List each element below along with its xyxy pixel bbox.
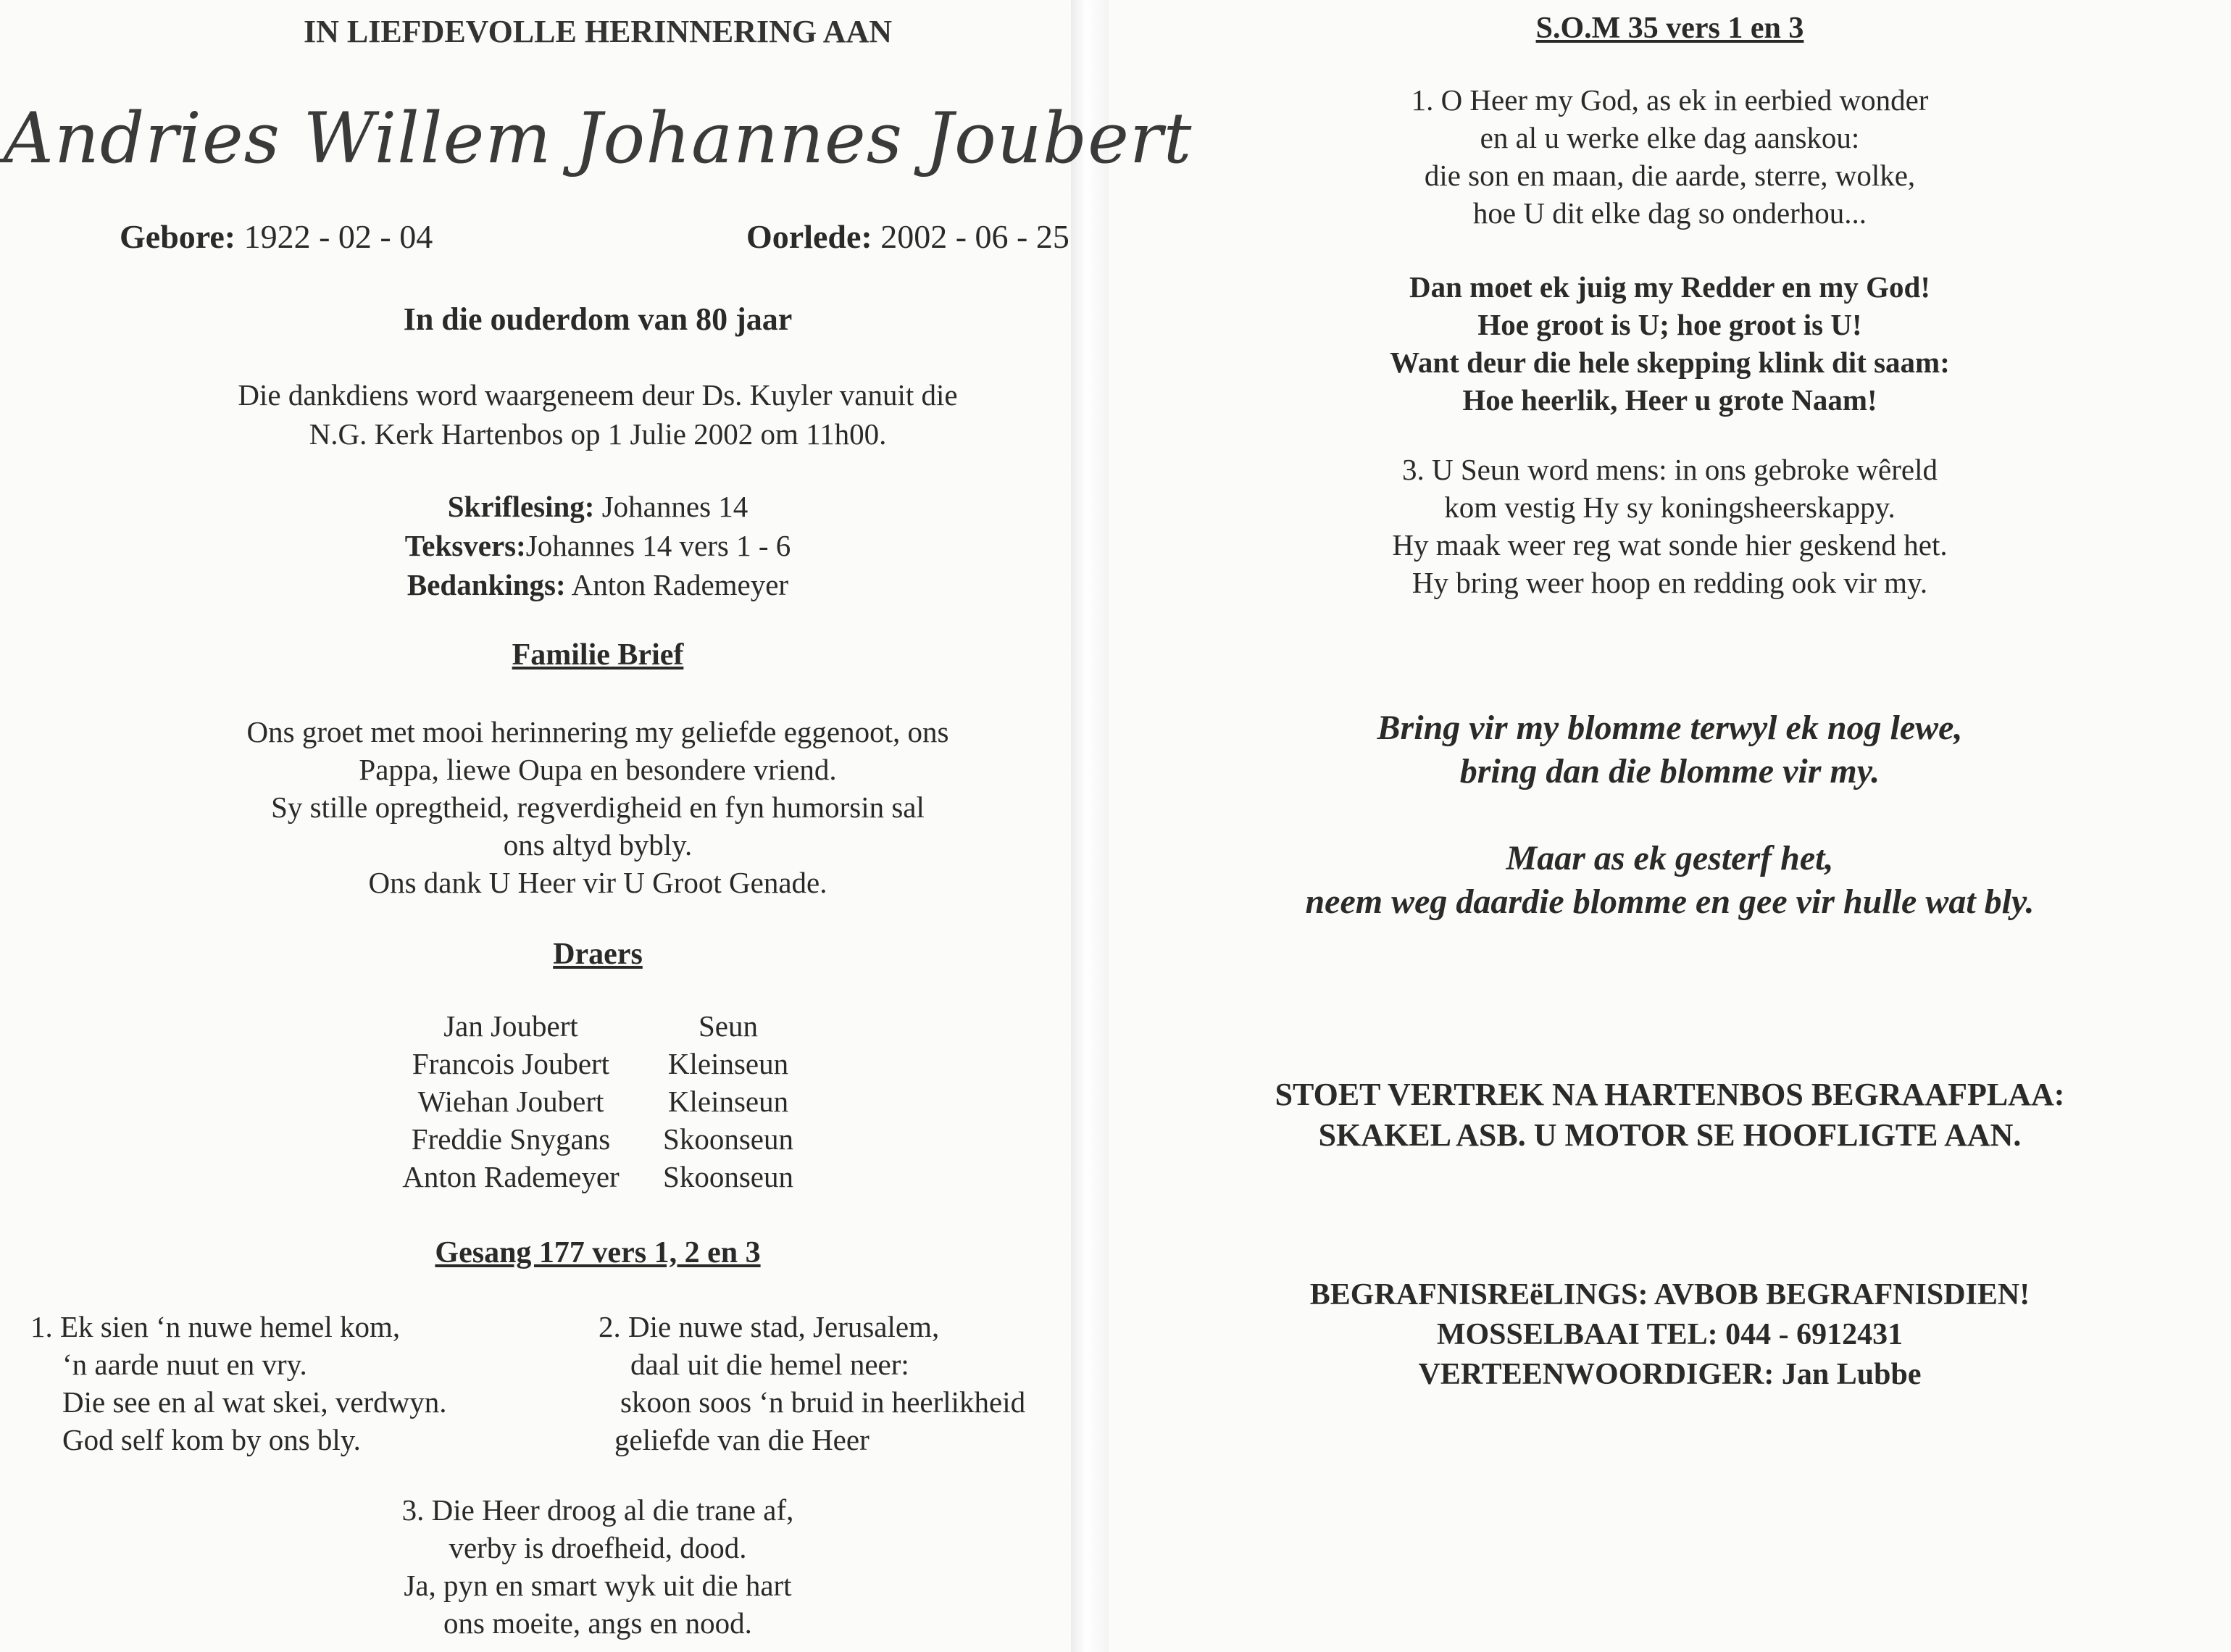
born-label: Gebore:	[120, 218, 236, 255]
reading-row	[0, 526, 1196, 565]
birth-date	[120, 217, 433, 256]
verse-line: skoon soos ‘n bruid in heerlikheid	[620, 1385, 1026, 1419]
verse-line: ons moeite, angs en nood.	[443, 1606, 752, 1640]
died-label: Oorlede:	[746, 218, 872, 255]
verse-line: en al u werke elke dag aanskou:	[1480, 121, 1860, 154]
verse-line: kom vestig Hy sy koningsheerskappy.	[1444, 491, 1896, 524]
verse-line: ‘n aarde nuut en vry.	[62, 1348, 307, 1381]
verse-line: Dan moet ek juig my Redder en my God!	[1409, 270, 1930, 304]
bearer-relation: Seun	[699, 1009, 758, 1043]
psalm-verse-1	[1109, 81, 2231, 232]
psalm-title: S.O.M 35 vers 1 en 3	[1535, 12, 1804, 45]
deceased-name: Andries Willem Johannes Joubert	[3, 98, 1193, 179]
hymn-verse-1	[30, 1308, 447, 1459]
poem-line: Maar as ek gesterf het,	[1506, 839, 1834, 877]
poem-line: Bring vir my blomme terwyl ek nog lewe,	[1377, 709, 1963, 747]
verse-line: Hoe heerlik, Heer u grote Naam!	[1462, 383, 1877, 417]
verse-line: Hoe groot is U; hoe groot is U!	[1477, 308, 1862, 341]
verse-line: Hy maak weer reg wat sonde hier geskend het.	[1392, 528, 1948, 562]
reading-label: Teksvers:	[404, 529, 526, 562]
bearers-list	[0, 1009, 1071, 1211]
verse-line: 1. O Heer my God, as ek in eerbied wonder	[1411, 83, 1929, 117]
funeral-arrangements	[1109, 1275, 2231, 1395]
died-date: 2002 - 06 - 25	[880, 218, 1069, 255]
psalm-title-wrap	[1109, 11, 2231, 46]
hymn-title: Gesang 177 vers 1, 2 en 3	[435, 1236, 761, 1269]
bearers-title-wrap	[0, 937, 1196, 972]
family-line: ons altyd bybly.	[503, 828, 693, 862]
reading-row	[0, 487, 1196, 526]
reading-value: Johannes 14 vers 1 - 6	[525, 529, 791, 562]
arrangement-line: BEGRAFNISREëLINGS: AVBOB BEGRAFNISDIEN!	[1309, 1278, 2030, 1311]
reading-value: Johannes 14	[601, 490, 748, 523]
psalm-chorus	[1109, 268, 2231, 419]
poem-part-2	[1109, 837, 2231, 924]
poem-line: bring dan die blomme vir my.	[1459, 752, 1880, 790]
family-letter-title: Familie Brief	[512, 638, 684, 672]
reading-row	[0, 565, 1196, 604]
verse-line: Hy bring weer hoop en redding ook vir my.	[1411, 566, 1928, 599]
reading-label: Bedankings:	[406, 568, 566, 601]
bearers-title: Draers	[553, 938, 643, 971]
arrangement-line: VERTEENWOORDIGER: Jan Lubbe	[1418, 1358, 1922, 1391]
born-date: 1922 - 02 - 04	[243, 218, 433, 255]
bearer-relation: Kleinseun	[667, 1047, 789, 1080]
service-line: N.G. Kerk Hartenbos op 1 Julie 2002 om 11h00.	[309, 417, 887, 451]
family-line: Ons dank U Heer vir U Groot Genade.	[368, 866, 827, 899]
verse-line: hoe U dit elke dag so onderhou...	[1472, 196, 1867, 230]
bearer-name: Anton Rademeyer	[402, 1160, 620, 1193]
family-line: Sy stille opregtheid, regverdigheid en fyn humorsin sal	[271, 790, 925, 824]
bearer-name: Wiehan Joubert	[417, 1085, 604, 1118]
bearer-name: Freddie Snygans	[411, 1122, 611, 1156]
verse-line: daal uit die hemel neer:	[630, 1348, 909, 1381]
verse-line: verby is droefheid, dood.	[449, 1531, 747, 1564]
age-line: In die ouderdom van 80 jaar	[403, 301, 793, 337]
verse-line: Die see en al wat skei, verdwyn.	[62, 1385, 447, 1419]
arrangement-line: MOSSELBAAI TEL: 044 - 6912431	[1436, 1318, 1903, 1351]
family-line: Pappa, liewe Oupa en besondere vriend.	[359, 753, 837, 786]
notice-line: SKAKEL ASB. U MOTOR SE HOOFLIGTE AAN.	[1318, 1117, 2022, 1153]
poem-part-1	[1109, 706, 2231, 793]
verse-line: 3. U Seun word mens: in ons gebroke wêreld	[1401, 453, 1938, 486]
procession-notice	[1109, 1075, 2231, 1156]
bearer-name: Jan Joubert	[443, 1009, 578, 1043]
verse-line: Ja, pyn en smart wyk uit die hart	[404, 1569, 792, 1602]
right-page	[1109, 0, 2231, 1652]
verse-line: 2. Die nuwe stad, Jerusalem,	[599, 1310, 940, 1343]
service-details	[0, 375, 1196, 454]
bearer-name: Francois Joubert	[412, 1047, 610, 1080]
service-line: Die dankdiens word waargeneem deur Ds. Kuyler vanuit die	[238, 378, 958, 412]
notice-line: STOET VERTREK NA HARTENBOS BEGRAAFPLAA:	[1275, 1077, 2065, 1112]
verse-line: Want deur die hele skepping klink dit saam:	[1390, 346, 1950, 379]
memorial-heading: IN LIEFDEVOLLE HERINNERING AAN	[303, 14, 893, 49]
hymn-title-wrap	[0, 1235, 1196, 1270]
bearer-relation: Skoonseun	[663, 1122, 793, 1156]
readings-block	[0, 487, 1196, 604]
family-letter-title-wrap	[0, 638, 1196, 672]
poem-line: neem weg daardie blomme en gee vir hulle wat bly.	[1305, 883, 2035, 921]
reading-label: Skriflesing:	[447, 490, 595, 523]
family-letter-text	[0, 713, 1196, 901]
bearer-relation: Skoonseun	[663, 1160, 793, 1193]
psalm-verse-3	[1109, 451, 2231, 601]
reading-value: Anton Rademeyer	[571, 568, 789, 601]
bearer-relation: Kleinseun	[667, 1085, 789, 1118]
verse-line: 3. Die Heer droog al die trane af,	[401, 1493, 794, 1527]
family-line: Ons groet met mooi herinnering my geliefde eggenoot, ons	[246, 715, 949, 748]
verse-line: die son en maan, die aarde, sterre, wolke,	[1424, 159, 1916, 192]
death-date	[746, 217, 1069, 256]
verse-line: geliefde van die Heer	[614, 1423, 870, 1456]
hymn-verse-2	[599, 1308, 1025, 1459]
hymn-verse-3	[0, 1491, 1196, 1642]
verse-line: 1. Ek sien ‘n nuwe hemel kom,	[30, 1310, 401, 1343]
verse-line: God self kom by ons bly.	[62, 1423, 361, 1456]
